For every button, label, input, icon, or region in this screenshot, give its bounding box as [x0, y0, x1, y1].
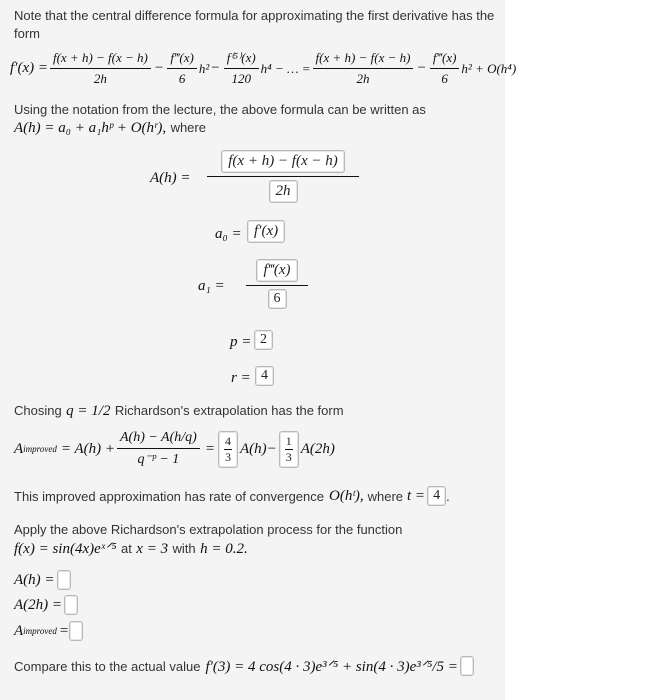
- formula-fraction-3: $\frac{\text{f⁽⁵⁾(x)}}{120}$: [224, 50, 259, 87]
- formula-tail-1: h⁴ − … =: [260, 60, 311, 76]
- apply-line-1: Apply the above Richardson's extrapolation process for the function: [14, 522, 403, 537]
- convergence-line: This improved approximation has rate of convergence O(hᵗ), where t = 4 .: [14, 486, 450, 506]
- result-A-improved-row: A improved =: [14, 621, 83, 641]
- coefficient-1-input[interactable]: $\frac{4}{3}$: [218, 431, 238, 468]
- actual-value-input[interactable]: [460, 656, 474, 676]
- A-h-label: A(h) =: [150, 170, 191, 186]
- A-2h-result-input[interactable]: [64, 595, 78, 615]
- a1-fraction: [246, 259, 308, 309]
- r-input[interactable]: 4: [255, 366, 274, 386]
- result-A-2h-row: A(2h) =: [14, 595, 78, 615]
- A-h-fraction: [207, 150, 359, 203]
- a1-denominator-input[interactable]: 6: [268, 289, 287, 309]
- richardson-fraction: $\frac{A(h) - A(h/q)}{\text{q⁻ᵖ − 1}}$: [117, 430, 200, 468]
- apply-line-2: f(x) = sin(4x)eˣᐟ⁵ at x = 3 with h = 0.2.: [14, 541, 248, 557]
- notation-math: A(h) = a₀ + a₁hᵖ + O(hʳ),: [14, 120, 167, 136]
- a1-label: a₁ =: [198, 278, 225, 294]
- p-label: p =: [230, 334, 252, 350]
- r-label: r =: [231, 370, 251, 386]
- formula-fraction-2: $\frac{f‴(x)}{6}$: [167, 50, 197, 87]
- intro-line-2: form: [14, 26, 40, 41]
- a0-input[interactable]: f′(x): [247, 220, 285, 243]
- richardson-formula: A improved = A(h) + $\frac{A(h) - A(h/q)}{\text{q⁻ᵖ − 1}}$ = $\frac{4}{3}$ A(h)− $\frac{1}{3}$ A(2h): [14, 430, 335, 467]
- central-difference-formula: f′(x) = $\frac{f(x + h) - f(x - h)}{2h}$ − $\frac{f‴(x)}{6}$ h² − $\frac{\text{f⁽⁵⁾(x)}}{120}$ h⁴ − … = $\frac{f(x + h) - f(x - h)}{2h}$ − $\frac{f‴(x)}{6}$ h² + O(h⁴): [10, 50, 517, 86]
- compare-line: Compare this to the actual value f′(3) = 4 cos(4 · 3)e³ᐟ⁵ + sin(4 · 3)e³ᐟ⁵/5 =: [14, 656, 474, 676]
- formula-lhs: f′(x) =: [10, 60, 48, 76]
- richardson-intro: Chosing q = 1/2 Richardson's extrapolation has the form: [14, 403, 344, 419]
- p-input[interactable]: 2: [254, 330, 273, 350]
- formula-fraction-5: $\frac{f‴(x)}{6}$: [430, 50, 460, 87]
- coefficient-2-input[interactable]: $\frac{1}{3}$: [279, 431, 299, 468]
- t-input[interactable]: 4: [427, 486, 446, 506]
- a1-numerator-input[interactable]: f‴(x): [256, 259, 297, 282]
- A-h-result-input[interactable]: [57, 570, 71, 590]
- notation-line-2: [14, 119, 206, 137]
- A-improved-result-input[interactable]: [69, 621, 83, 641]
- formula-tail-2: h² + O(h⁴): [461, 60, 517, 76]
- a0-label: a₀ =: [215, 226, 242, 242]
- A-h-denominator-input[interactable]: 2h: [269, 180, 298, 203]
- intro-line-1: Note that the central difference formula for approximating the first derivative has the: [14, 8, 495, 23]
- formula-fraction-1: $\frac{f(x + h) - f(x - h)}{2h}$: [50, 50, 151, 87]
- A-h-numerator-input[interactable]: f(x + h) − f(x − h): [221, 150, 345, 173]
- result-A-h-row: A(h) =: [14, 570, 71, 590]
- notation-line-1: Using the notation from the lecture, the above formula can be written as: [14, 102, 426, 117]
- notation-where: where: [170, 120, 206, 135]
- formula-fraction-4: $\frac{f(x + h) - f(x - h)}{2h}$: [313, 50, 414, 87]
